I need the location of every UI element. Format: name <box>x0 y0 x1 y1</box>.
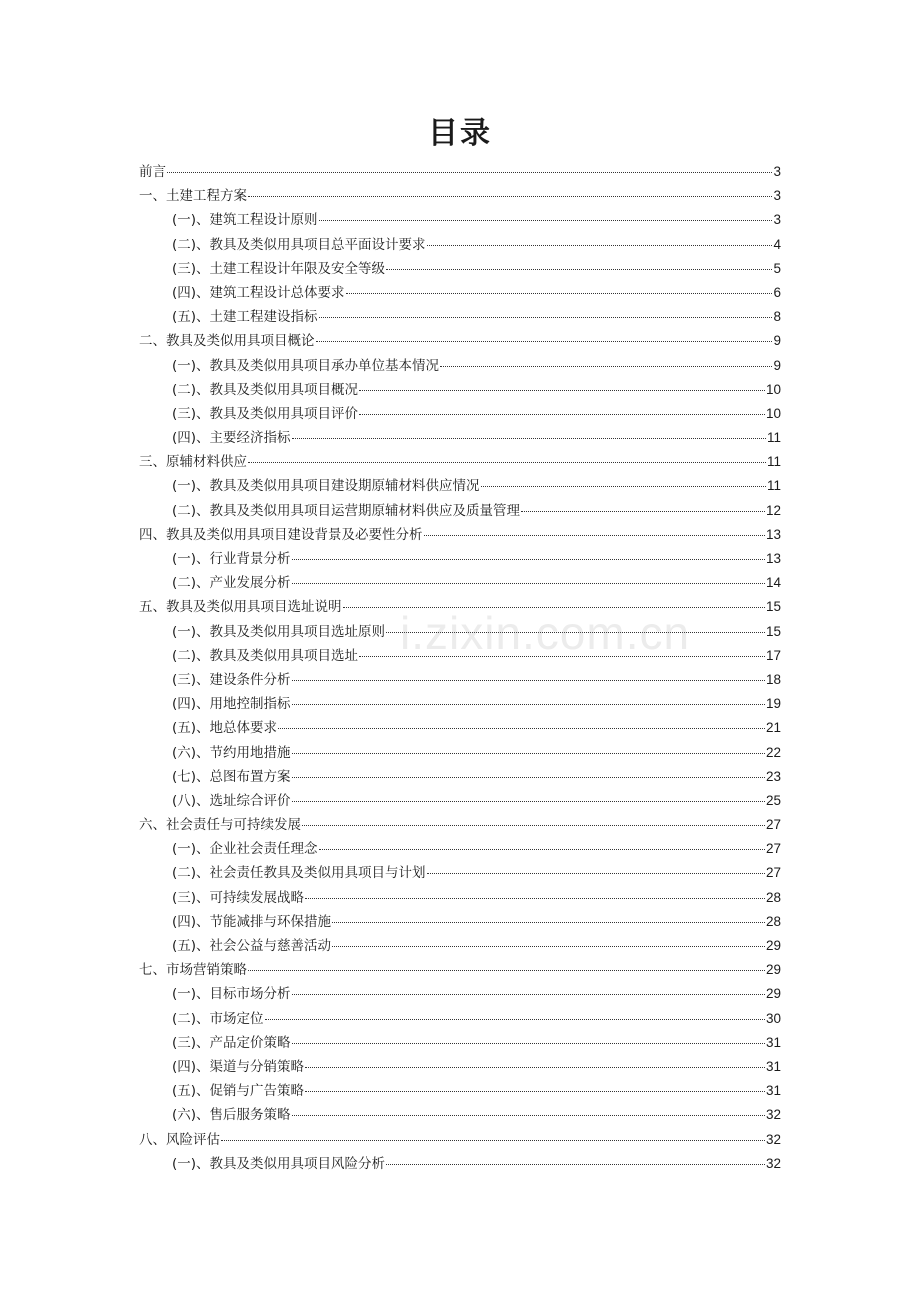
toc-dot-leader <box>292 679 765 681</box>
toc-entry-page-number: 6 <box>773 284 781 300</box>
toc-entry[interactable] <box>139 982 781 1006</box>
watermark: i.zixin.com.cn <box>400 607 691 659</box>
toc-dot-leader <box>292 582 765 584</box>
toc-entry[interactable] <box>139 305 781 329</box>
toc-entry-page-number: 4 <box>773 236 781 252</box>
toc-dot-leader <box>221 1139 765 1141</box>
toc-entry[interactable] <box>139 1007 781 1031</box>
toc-entry[interactable] <box>139 886 781 910</box>
toc-entry-title: (一)、教具及类似用具项目选址原则 <box>172 623 386 640</box>
toc-dot-leader <box>427 872 765 874</box>
toc-entry-page-number: 28 <box>765 913 781 929</box>
toc-entry-page-number: 28 <box>765 889 781 905</box>
toc-dot-leader <box>316 340 773 342</box>
toc-entry-page-number: 11 <box>766 454 781 470</box>
toc-entry-page-number: 32 <box>765 1131 781 1147</box>
toc-dot-leader <box>343 606 765 608</box>
toc-entry-page-number: 5 <box>773 260 781 276</box>
page-title: 目录 <box>428 116 492 151</box>
toc-entry[interactable] <box>139 233 781 257</box>
toc-dot-leader <box>319 848 765 850</box>
toc-dot-leader <box>292 800 765 802</box>
toc-entry-page-number: 32 <box>765 1107 781 1123</box>
toc-entry-page-number: 31 <box>765 1058 781 1074</box>
toc-entry[interactable] <box>139 547 781 571</box>
toc-entry-title: (二)、市场定位 <box>172 1010 264 1027</box>
toc-entry-page-number: 31 <box>765 1083 781 1099</box>
toc-entry-title: (八)、选址综合评价 <box>172 792 291 809</box>
toc-entry-title: (五)、地总体要求 <box>172 720 278 737</box>
toc-entry-title: (四)、用地控制指标 <box>172 696 291 713</box>
toc-entry-page-number: 31 <box>765 1034 781 1050</box>
toc-entry-title: (二)、教具及类似用具项目运营期原辅材料供应及质量管理 <box>172 502 521 519</box>
toc-entry[interactable] <box>139 354 781 378</box>
toc-entry[interactable] <box>139 184 781 208</box>
toc-dot-leader <box>319 316 773 318</box>
toc-dot-leader <box>292 752 765 754</box>
toc-entry-page-number: 17 <box>765 647 781 663</box>
toc-entry-title: (一)、教具及类似用具项目承办单位基本情况 <box>172 357 440 374</box>
toc-entry-title: (三)、教具及类似用具项目评价 <box>172 405 359 422</box>
toc-entry[interactable] <box>139 668 781 692</box>
toc-dot-leader <box>305 1066 765 1068</box>
toc-entry[interactable] <box>139 620 781 644</box>
toc-entry-title: (三)、产品定价策略 <box>172 1034 291 1051</box>
toc-dot-leader <box>332 945 765 947</box>
toc-entry-page-number: 18 <box>765 671 781 687</box>
toc-dot-leader <box>265 1018 765 1020</box>
table-of-contents <box>139 160 781 1176</box>
toc-entry[interactable] <box>139 1103 781 1127</box>
toc-entry-title: (四)、渠道与分销策略 <box>172 1058 305 1075</box>
toc-entry-page-number: 12 <box>765 502 781 518</box>
toc-entry-title: (五)、促销与广告策略 <box>172 1083 305 1100</box>
toc-dot-leader <box>292 703 765 705</box>
toc-entry-page-number: 32 <box>765 1155 781 1171</box>
toc-dot-leader <box>359 389 765 391</box>
toc-entry[interactable] <box>139 281 781 305</box>
toc-dot-leader <box>427 244 773 246</box>
toc-dot-leader <box>305 897 765 899</box>
toc-entry-title: 二、教具及类似用具项目概论 <box>139 333 315 350</box>
toc-entry[interactable] <box>139 644 781 668</box>
toc-entry-title: (四)、节能减排与环保措施 <box>172 913 332 930</box>
toc-entry[interactable] <box>139 402 781 426</box>
toc-entry-page-number: 29 <box>765 986 781 1002</box>
toc-entry[interactable] <box>139 934 781 958</box>
toc-entry[interactable] <box>139 1031 781 1055</box>
toc-entry-title: 三、原辅材料供应 <box>139 454 247 471</box>
toc-entry-page-number: 13 <box>765 526 781 542</box>
toc-dot-leader <box>440 365 772 367</box>
toc-entry-page-number: 25 <box>765 792 781 808</box>
toc-entry[interactable] <box>139 1152 781 1176</box>
toc-dot-leader <box>424 534 765 536</box>
toc-entry-page-number: 29 <box>765 962 781 978</box>
toc-entry-page-number: 3 <box>773 164 781 179</box>
toc-entry-page-number: 19 <box>765 696 781 712</box>
toc-entry-title: (五)、社会公益与慈善活动 <box>172 938 332 954</box>
toc-entry-page-number: 22 <box>765 744 781 760</box>
toc-entry[interactable] <box>139 741 781 765</box>
toc-entry-title: (四)、主要经济指标 <box>172 430 291 447</box>
toc-entry[interactable] <box>139 257 781 281</box>
toc-entry-page-number: 15 <box>765 623 781 639</box>
toc-entry[interactable] <box>139 523 781 547</box>
toc-entry[interactable] <box>139 378 781 402</box>
toc-entry-page-number: 21 <box>765 720 781 736</box>
toc-entry-page-number: 11 <box>766 478 781 494</box>
toc-dot-leader <box>346 292 773 294</box>
toc-dot-leader <box>167 171 772 173</box>
toc-entry[interactable] <box>139 765 781 789</box>
toc-entry-title: (二)、教具及类似用具项目概况 <box>172 381 359 398</box>
toc-entry-page-number: 11 <box>766 430 781 446</box>
toc-entry[interactable] <box>139 813 781 837</box>
toc-dot-leader <box>248 969 765 971</box>
toc-entry-page-number: 10 <box>765 405 781 421</box>
toc-entry[interactable] <box>139 426 781 450</box>
toc-entry-title: (二)、产业发展分析 <box>172 575 291 592</box>
toc-dot-leader <box>292 437 766 439</box>
toc-entry[interactable] <box>139 474 781 498</box>
toc-entry-title: (一)、企业社会责任理念 <box>172 841 318 858</box>
toc-dot-leader <box>386 268 772 270</box>
toc-entry-title: (二)、社会责任教具及类似用具项目与计划 <box>172 865 426 882</box>
toc-entry-page-number: 23 <box>765 768 781 784</box>
toc-entry-title: 四、教具及类似用具项目建设背景及必要性分析 <box>139 526 423 543</box>
toc-dot-leader <box>292 1042 765 1044</box>
toc-entry-title: 一、土建工程方案 <box>139 188 247 205</box>
toc-entry-title: (六)、售后服务策略 <box>172 1107 291 1124</box>
toc-dot-leader <box>305 1090 765 1092</box>
toc-entry[interactable] <box>139 910 781 934</box>
toc-dot-leader <box>319 219 773 221</box>
toc-entry[interactable] <box>139 789 781 813</box>
toc-entry-page-number: 27 <box>765 841 781 857</box>
toc-entry-page-number: 10 <box>765 381 781 397</box>
toc-entry-title: (一)、建筑工程设计原则 <box>172 212 318 229</box>
toc-entry-title: (一)、目标市场分析 <box>172 986 291 1003</box>
toc-entry[interactable] <box>139 958 781 982</box>
toc-entry-page-number: 3 <box>773 212 781 228</box>
toc-entry-title: (二)、教具及类似用具项目总平面设计要求 <box>172 236 426 253</box>
toc-entry[interactable] <box>139 450 781 474</box>
toc-entry-page-number: 9 <box>773 333 781 349</box>
toc-entry-page-number: 15 <box>765 599 781 615</box>
toc-dot-leader <box>386 631 765 633</box>
toc-entry-title: (四)、建筑工程设计总体要求 <box>172 284 345 301</box>
toc-entry-page-number: 27 <box>765 817 781 833</box>
toc-entry-page-number: 8 <box>773 309 781 325</box>
toc-dot-leader <box>248 461 766 463</box>
toc-entry[interactable] <box>139 716 781 740</box>
toc-entry[interactable] <box>139 499 781 523</box>
toc-entry-page-number: 29 <box>765 938 781 953</box>
toc-dot-leader <box>302 824 765 826</box>
toc-entry-title: (一)、教具及类似用具项目风险分析 <box>172 1155 386 1172</box>
toc-entry-page-number: 3 <box>773 188 781 204</box>
toc-entry[interactable] <box>139 692 781 716</box>
toc-entry-title: 五、教具及类似用具项目选址说明 <box>139 599 342 616</box>
toc-dot-leader <box>359 655 765 657</box>
toc-entry-title: (三)、建设条件分析 <box>172 671 291 688</box>
toc-entry-title: (五)、土建工程建设指标 <box>172 309 318 326</box>
toc-dot-leader <box>248 195 772 197</box>
toc-entry-title: (一)、行业背景分析 <box>172 551 291 567</box>
toc-entry[interactable] <box>139 837 781 861</box>
toc-dot-leader <box>521 510 765 512</box>
toc-entry[interactable] <box>139 571 781 595</box>
toc-entry[interactable] <box>139 1128 781 1152</box>
toc-entry[interactable] <box>139 861 781 885</box>
toc-entry-title: (六)、节约用地措施 <box>172 744 291 761</box>
toc-entry-page-number: 30 <box>765 1010 781 1026</box>
toc-entry[interactable] <box>139 208 781 232</box>
toc-dot-leader <box>332 921 765 923</box>
toc-entry-title: 七、市场营销策略 <box>139 962 247 979</box>
toc-dot-leader <box>292 993 765 995</box>
toc-entry[interactable] <box>139 329 781 353</box>
toc-entry-title: (二)、教具及类似用具项目选址 <box>172 647 359 664</box>
toc-entry-page-number: 27 <box>765 865 781 881</box>
toc-dot-leader <box>292 1114 765 1116</box>
toc-dot-leader <box>359 413 765 415</box>
toc-entry-title: (一)、教具及类似用具项目建设期原辅材料供应情况 <box>172 478 480 495</box>
toc-entry-page-number: 13 <box>765 551 781 566</box>
toc-entry[interactable] <box>139 1079 781 1103</box>
toc-entry-title: 六、社会责任与可持续发展 <box>139 817 301 834</box>
toc-entry-title: 八、风险评估 <box>139 1131 220 1148</box>
toc-entry-title: (七)、总图布置方案 <box>172 768 291 785</box>
toc-dot-leader <box>292 776 765 778</box>
toc-dot-leader <box>481 485 766 487</box>
toc-entry-page-number: 9 <box>773 357 781 373</box>
toc-entry-title: (三)、可持续发展战略 <box>172 889 305 906</box>
toc-entry-page-number: 14 <box>765 575 781 591</box>
toc-dot-leader <box>386 1163 765 1165</box>
toc-entry-title: 前言 <box>139 164 166 180</box>
toc-dot-leader <box>278 727 765 729</box>
toc-entry-title: (三)、土建工程设计年限及安全等级 <box>172 260 386 277</box>
toc-entry[interactable] <box>139 160 781 184</box>
toc-entry[interactable] <box>139 1055 781 1079</box>
toc-entry[interactable] <box>139 595 781 619</box>
toc-dot-leader <box>292 558 765 560</box>
